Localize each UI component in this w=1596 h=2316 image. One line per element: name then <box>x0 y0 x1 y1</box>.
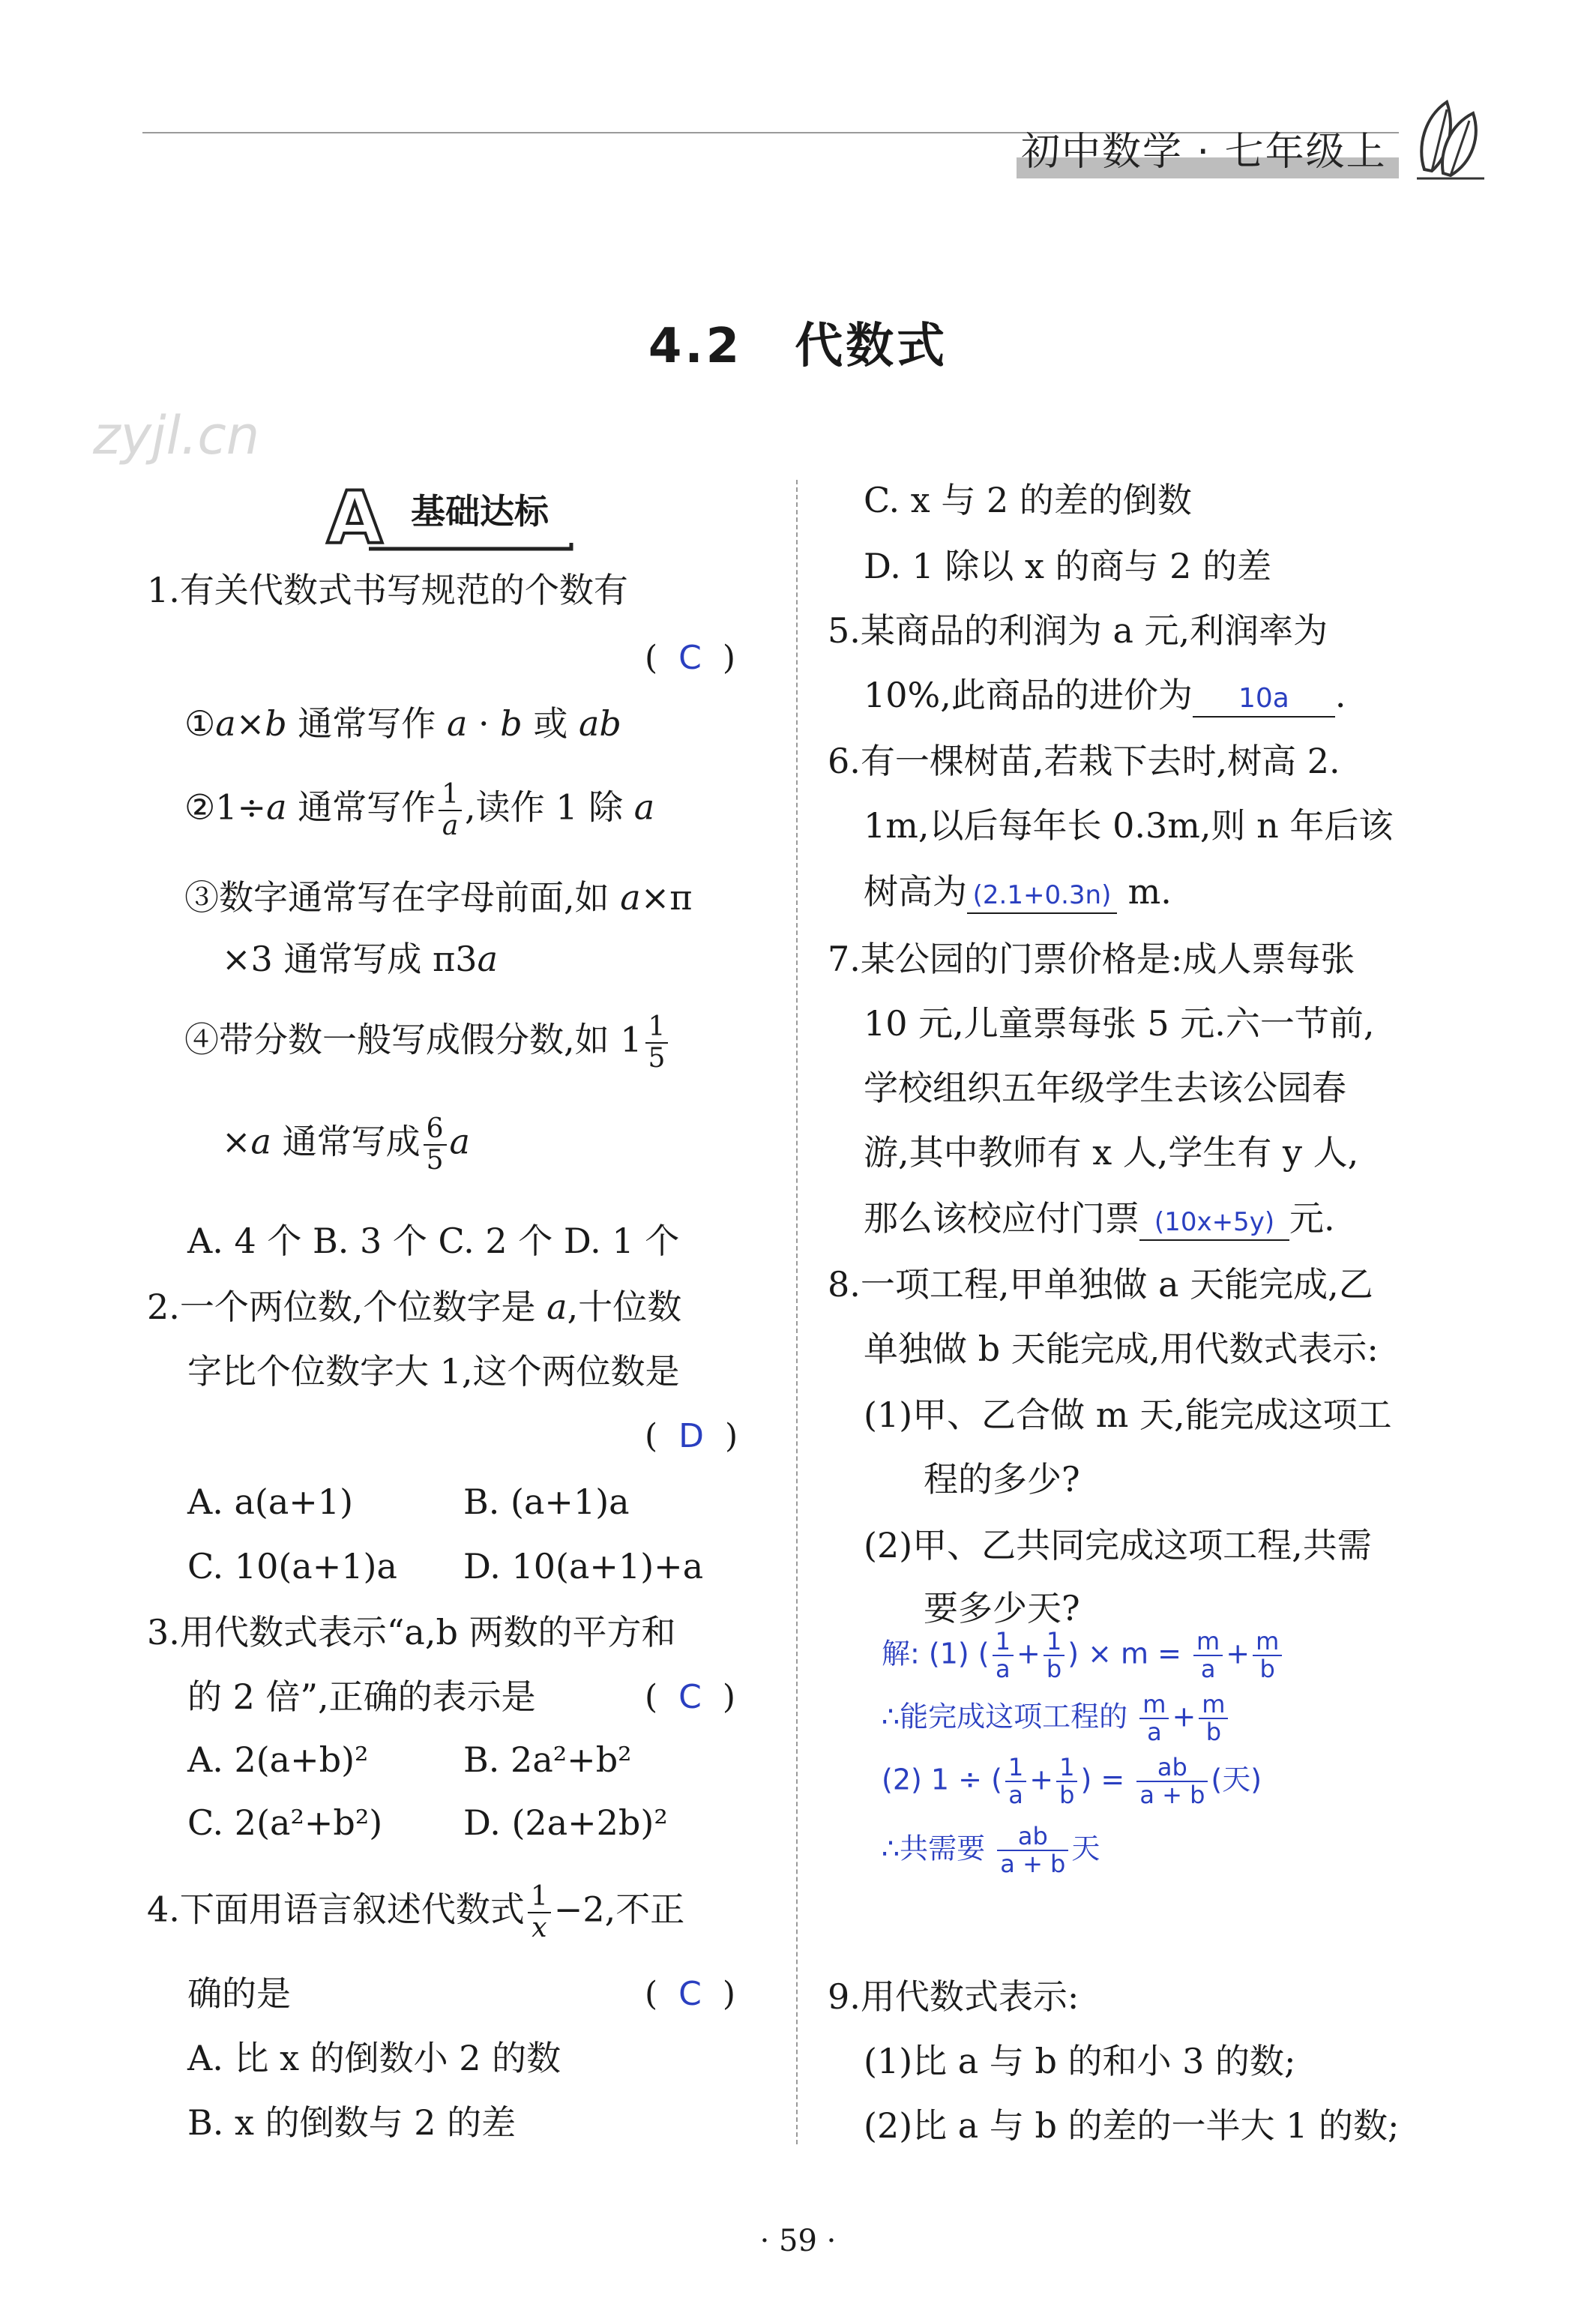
q1-options: A. 4 个 B. 3 个 C. 2 个 D. 1 个 <box>187 1221 680 1261</box>
column-divider <box>796 480 798 2144</box>
leaf-logo-icon <box>1409 94 1492 184</box>
q7-answer: (10x+5y) <box>1154 1207 1275 1237</box>
q2-line2: 字比个位数字大 1,这个两位数是 <box>187 1351 680 1392</box>
q1-item-4-line1: ④带分数一般写成假分数,如 1 $\frac{1}{5}$ <box>184 1012 671 1073</box>
fraction: $\frac{6}{5}$ <box>424 1114 447 1175</box>
q1-item-4-line2: ×a 通常写成 $\frac{6}{5}$ a <box>222 1113 470 1176</box>
q9-sub1: (1)比 a 与 b 的和小 3 的数; <box>864 2041 1296 2081</box>
q3-option-c: C. 2(a²+b²) <box>187 1802 383 1843</box>
q1-answer: C <box>678 639 702 677</box>
q9-line1: 9.用代数式表示: <box>828 1976 1079 2017</box>
q4-answer: C <box>678 1975 702 2013</box>
header-title: 初中数学 · 七年级上 <box>1021 130 1387 175</box>
q6-line3: 树高为 (2.1+0.3n) m. <box>864 871 1172 914</box>
q9-sub2: (2)比 a 与 b 的差的一半大 1 的数; <box>864 2105 1400 2146</box>
q7-line1: 7.某公园的门票价格是:成人票每张 <box>828 939 1355 979</box>
q3-line1: 3.用代数式表示“a,b 两数的平方和 <box>147 1612 676 1652</box>
q2-answer: D <box>678 1417 705 1455</box>
q8-sub2-line2: 要多少天? <box>924 1588 1080 1628</box>
q1-answer-paren: ( C ) <box>645 639 736 677</box>
q1-stem: 1.有关代数式书写规范的个数有 <box>147 570 628 610</box>
page-number: · 59 · <box>759 2224 837 2258</box>
q7-line2: 10 元,儿童票每张 5 元.六一节前, <box>864 1003 1375 1044</box>
q3-option-b: B. 2a²+b² <box>463 1739 632 1780</box>
q2-line1: 2.一个两位数,个位数字是 a,十位数 <box>147 1287 682 1327</box>
q8-solution-line1: 解: (1) ( $\frac{1}{a}$ + $\frac{1}{b}$ ) × m = $\frac{m}{a}$ + $\frac{m}{b}$ <box>882 1628 1285 1682</box>
q8-sub1-line2: 程的多少? <box>924 1459 1080 1500</box>
q6-answer: (2.1+0.3n) <box>972 880 1112 910</box>
q2-option-b: B. (a+1)a <box>463 1482 630 1522</box>
q5-line1: 5.某商品的利润为 a 元,利润率为 <box>828 610 1328 651</box>
section-name: 代数式 <box>795 319 948 374</box>
q1-item-1: ①a×b 通常写作 a · b 或 ab <box>184 703 621 744</box>
q8-sub2-line1: (2)甲、乙共同完成这项工程,共需 <box>864 1525 1372 1565</box>
q3-option-a: A. 2(a+b)² <box>187 1739 369 1780</box>
q8-sub1-line1: (1)甲、乙合做 m 天,能完成这项工 <box>864 1395 1392 1435</box>
q5-line2: 10%,此商品的进价为 10a . <box>864 675 1346 718</box>
q8-line2: 单独做 b 天能完成,用代数式表示: <box>864 1329 1379 1369</box>
q4-line1: 4.下面用语言叙述代数式 $\frac{1}{x}$ −2,不正 <box>147 1881 685 1943</box>
q4-option-c: C. x 与 2 的差的倒数 <box>864 480 1192 520</box>
q3-option-d: D. (2a+2b)² <box>463 1802 668 1843</box>
q4-line2: 确的是 <box>187 1973 291 2014</box>
q5-answer: 10a <box>1238 683 1289 714</box>
fraction: $\frac{1}{a}$ <box>439 780 462 840</box>
q1-item-3-line1: ③数字通常写在字母前面,如 a×π <box>184 877 693 918</box>
q8-solution-line2: ∴能完成这项工程的 $\frac{m}{a}$ + $\frac{m}{b}$ <box>882 1691 1231 1745</box>
q6-line2: 1m,以后每年长 0.3m,则 n 年后该 <box>864 805 1394 846</box>
q2-option-d: D. 10(a+1)+a <box>463 1546 704 1586</box>
badge-label: 基础达标 <box>411 491 549 532</box>
q1-item-3-line2: ×3 通常写成 π3a <box>222 939 498 979</box>
q3-answer: C <box>678 1678 702 1716</box>
q3-answer-paren: ( C ) <box>645 1678 736 1716</box>
q7-line4: 游,其中教师有 x 人,学生有 y 人, <box>864 1132 1359 1173</box>
section-title <box>0 307 1596 376</box>
q8-solution-line3: (2) 1 ÷ ( $\frac{1}{a}$ + $\frac{1}{b}$ ) = $\frac{ab}{a + b}$ (天) <box>882 1753 1262 1810</box>
q4-answer-paren: ( C ) <box>645 1975 736 2013</box>
q2-answer-paren: ( D ) <box>645 1417 738 1455</box>
q4-option-b: B. x 的倒数与 2 的差 <box>187 2102 517 2143</box>
q7-line5: 那么该校应付门票 (10x+5y) 元. <box>864 1198 1335 1241</box>
fraction: $\frac{1}{5}$ <box>645 1012 669 1073</box>
q8-solution-line4: ∴共需要 $\frac{ab}{a + b}$ 天 <box>882 1822 1100 1879</box>
q6-line1: 6.有一棵树苗,若栽下去时,树高 2. <box>828 741 1340 781</box>
q2-option-a: A. a(a+1) <box>187 1482 354 1522</box>
q7-line3: 学校组织五年级学生去该公园春 <box>864 1068 1346 1108</box>
q4-option-d: D. 1 除以 x 的商与 2 的差 <box>864 546 1272 586</box>
q8-line1: 8.一项工程,甲单独做 a 天能完成,乙 <box>828 1264 1373 1305</box>
q3-line2: 的 2 倍”,正确的表示是 <box>187 1676 536 1717</box>
fraction: $\frac{1}{x}$ <box>528 1882 551 1943</box>
q2-option-c: C. 10(a+1)a <box>187 1546 397 1586</box>
watermark: zyjl.cn <box>93 405 260 466</box>
q4-option-a: A. 比 x 的倒数小 2 的数 <box>187 2038 561 2078</box>
q1-item-2: ②1÷a 通常写作 $\frac{1}{a}$ ,读作 1 除 a <box>184 779 655 841</box>
section-number: 4.2 <box>648 319 743 374</box>
badge-letter: A <box>327 480 383 555</box>
